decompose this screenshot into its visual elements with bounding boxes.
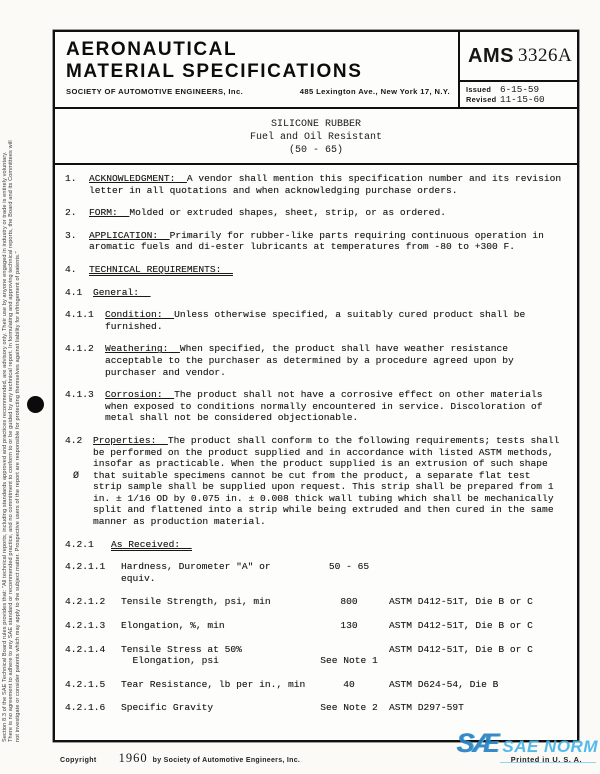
section-number: 4.: [65, 263, 77, 275]
section-text: When specified, the product shall have weather resistance acceptable to the purchaser as determined by a procedure agreed upon by purchaser and vendor.: [105, 343, 514, 378]
copyright-year: 1960: [118, 751, 148, 765]
section-number: 4.1.1: [65, 309, 94, 321]
section-technical-requirements: [65, 264, 565, 276]
table-row: [65, 702, 565, 714]
revision-mark: Ø: [73, 470, 80, 482]
property-label: Hardness, Durometer "A" or equiv.: [121, 561, 277, 584]
section-application: [65, 230, 565, 253]
section-weathering: [65, 343, 565, 378]
property-label: Tear Resistance, lb per in., min: [121, 678, 306, 690]
section-text: The product shall not have a corrosive effect on other materials when exposed to conditions normally encountered in service. Discoloration of metal shall not be considered objectionable.: [105, 389, 543, 424]
property-label: Tensile Stress at 50%: [121, 643, 242, 655]
section-number: 4.1.2: [65, 343, 94, 355]
section-number: 4.1.3: [65, 389, 94, 401]
table-row-continuation: [65, 655, 565, 667]
section-heading: APPLICATION:: [89, 229, 159, 241]
property-value: 800: [340, 596, 358, 608]
watermark-label: SAE NORM: [502, 737, 598, 756]
test-method: ASTM D412-51T, Die B or C: [389, 596, 533, 608]
property-label: Elongation, psi: [121, 655, 219, 667]
section-heading: Condition:: [105, 309, 163, 321]
property-label: Tensile Strength, psi, min: [121, 596, 271, 608]
row-number: [65, 655, 121, 667]
copyright-label: Copyright: [60, 757, 97, 764]
section-number: 4.1: [65, 286, 83, 298]
spec-title-block: [55, 109, 577, 165]
table-row: [65, 644, 565, 656]
spec-title-line2: Fuel and Oil Resistant: [249, 132, 383, 143]
section-number: 4.2: [65, 434, 83, 446]
table-row: [65, 561, 565, 584]
section-text: Molded or extruded shapes, sheet, strip, or as ordered.: [129, 207, 446, 219]
sae-norm-watermark: [456, 728, 598, 759]
section-corrosion: [65, 389, 565, 424]
section-heading: Weathering:: [105, 343, 169, 355]
section-heading: ACKNOWLEDGMENT:: [89, 173, 176, 184]
section-heading: Properties:: [93, 434, 157, 446]
spec-title-line1: SILICONE RUBBER: [270, 119, 361, 130]
property-value: 130: [340, 620, 358, 632]
property-value: [309, 644, 389, 656]
section-number: 4.2.1: [65, 538, 94, 550]
test-method: ASTM D624-54, Die B: [389, 678, 499, 690]
section-heading: TECHNICAL REQUIREMENTS:: [89, 264, 233, 276]
publisher-name: SOCIETY OF AUTOMOTIVE ENGINEERS, Inc.: [66, 87, 244, 96]
publisher-address: 485 Lexington Ave., New York 17, N.Y.: [299, 87, 450, 96]
specification-page: [53, 30, 579, 742]
revised-date: 11-15-60: [500, 94, 545, 105]
row-number: 4.2.1.4: [65, 643, 106, 655]
section-number: 3.: [65, 229, 77, 241]
section-text: A vendor shall mention this specification number and its revision letter in all quotations and when acknowledging purchase orders.: [89, 173, 562, 196]
table-row: [65, 596, 565, 608]
test-method: ASTM D297-59T: [389, 702, 464, 714]
section-text: Unless otherwise specified, a suitably cured product shall be furnished.: [105, 309, 526, 332]
sae-rules-disclaimer-text: Section 8.3 of the SAE Technical Board rules provides that: "All technical reports, including standards approved and practices recommended, are advisory only. Their use by anyone engaged in industry or trade is entirely voluntary. There is no agreement to adhere to any SAE standard or recommended practice, and no commitment to conform to or be guided by any technical report. In formulating and approving technical reports, the Board and its Committees will not investigate or consider patents which may apply to the subject matter. Prospective users of the report are responsible for protecting themselves against liability for infringement of patents.": [2, 140, 21, 742]
row-number: 4.2.1.6: [65, 702, 106, 714]
section-number: 1.: [65, 173, 77, 184]
section-heading: FORM:: [89, 207, 118, 219]
row-number: 4.2.1.1: [65, 561, 106, 573]
spec-id-box: [460, 32, 577, 107]
property-label: Specific Gravity: [121, 702, 214, 714]
section-form: [65, 207, 565, 219]
property-value: 40: [343, 678, 355, 690]
section-number: 2.: [65, 207, 77, 219]
hole-punch-mark: [27, 396, 44, 413]
masthead-line2: MATERIAL SPECIFICATIONS: [66, 61, 363, 82]
revised-label: Revised: [466, 95, 497, 104]
test-method: ASTM D412-51T, Die B or C: [389, 620, 533, 632]
spec-number: 3326A: [517, 45, 573, 66]
section-general: [65, 287, 565, 299]
table-row: [65, 620, 565, 632]
section-properties: [65, 435, 565, 528]
sae-logo-icon: SÆ: [456, 728, 498, 758]
row-number: 4.2.1.5: [65, 678, 106, 690]
header-masthead: [55, 32, 460, 107]
left-margin-disclaimer: [2, 138, 34, 744]
issued-date: 6-15-59: [500, 84, 540, 95]
spec-title-line3: (50 - 65): [288, 145, 343, 156]
property-value: See Note 1: [320, 655, 378, 667]
property-label: Elongation, %, min: [121, 620, 225, 632]
test-method: [389, 655, 565, 667]
watermark-underline: [500, 762, 596, 763]
table-row: [65, 679, 565, 691]
masthead-line1: AERONAUTICAL: [66, 39, 238, 60]
printed-in-usa: Printed in U. S. A.: [510, 755, 582, 764]
test-method: ASTM D412-51T, Die B or C: [389, 643, 533, 655]
spec-series-label: AMS: [468, 44, 514, 67]
test-method: [389, 561, 565, 584]
section-acknowledgment: [65, 173, 565, 196]
document-header: [55, 32, 577, 109]
section-heading: As Received:: [111, 539, 192, 551]
row-number: 4.2.1.2: [65, 596, 106, 608]
section-heading: General:: [93, 286, 140, 298]
property-value: See Note 2: [320, 702, 378, 714]
spec-body: [55, 165, 577, 714]
section-as-received: [65, 539, 565, 551]
property-value: 50 - 65: [328, 561, 370, 573]
copyright-owner: by Society of Automotive Engineers, Inc.: [152, 757, 301, 764]
row-number: 4.2.1.3: [65, 620, 106, 632]
section-heading: Corrosion:: [105, 389, 163, 401]
issued-label: Issued: [466, 85, 492, 94]
section-text: Primarily for rubber-like parts requiring continuous operation in aromatic fuels and di-ester lubricants at temperatures from -80 to +300 F.: [89, 229, 544, 253]
section-condition: [65, 309, 565, 332]
section-text: The product shall conform to the following requirements; tests shall be performed on the product supplied and in accordance with listed ASTM methods, insofar as practicable. When the product supplied is an extrusion of such shape that suitable specimens cannot be cut from the product, a separate flat test strip sample shall be supplied upon request. This strip shall be prepared from 1 in. ± 1/16 OD by 0.075 in. ± 0.008 thick wall tubing which shall be mechanically split and flattened into a strip while being extruded and then cured in the same manner as production material.: [93, 434, 560, 528]
